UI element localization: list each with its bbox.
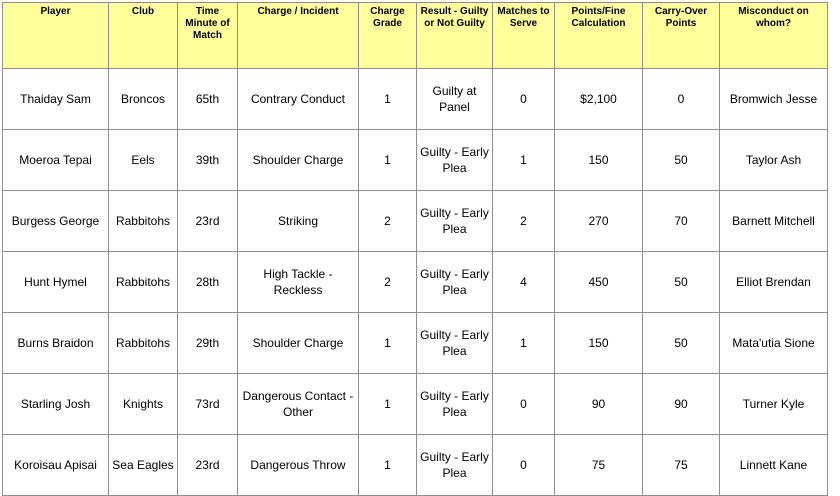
header-grade: Charge Grade — [359, 3, 417, 69]
cell-carry: 0 — [643, 69, 720, 130]
cell-carry: 70 — [643, 191, 720, 252]
cell-misconduct: Bromwich Jesse — [720, 69, 828, 130]
header-time: Time Minute of Match — [178, 3, 238, 69]
cell-matches: 0 — [493, 374, 555, 435]
cell-result: Guilty - Early Plea — [417, 191, 493, 252]
judiciary-results-table — [2, 2, 828, 496]
cell-carry: 75 — [643, 435, 720, 496]
cell-matches: 0 — [493, 69, 555, 130]
cell-points: 150 — [555, 130, 643, 191]
cell-charge: Striking — [238, 191, 359, 252]
cell-result: Guilty - Early Plea — [417, 252, 493, 313]
cell-time: 39th — [178, 130, 238, 191]
cell-grade: 2 — [359, 252, 417, 313]
cell-time: 65th — [178, 69, 238, 130]
cell-grade: 2 — [359, 191, 417, 252]
header-result: Result - Guilty or Not Guilty — [417, 3, 493, 69]
header-player: Player — [3, 3, 109, 69]
cell-club: Rabbitohs — [109, 252, 178, 313]
cell-player: Starling Josh — [3, 374, 109, 435]
cell-matches: 1 — [493, 313, 555, 374]
cell-grade: 1 — [359, 374, 417, 435]
cell-matches: 4 — [493, 252, 555, 313]
table-row — [3, 130, 828, 191]
cell-player: Moeroa Tepai — [3, 130, 109, 191]
table-row — [3, 69, 828, 130]
cell-charge: Dangerous Throw — [238, 435, 359, 496]
header-points: Points/Fine Calculation — [555, 3, 643, 69]
cell-time: 73rd — [178, 374, 238, 435]
cell-club: Broncos — [109, 69, 178, 130]
cell-misconduct: Mata'utia Sione — [720, 313, 828, 374]
cell-charge: Contrary Conduct — [238, 69, 359, 130]
cell-result: Guilty - Early Plea — [417, 130, 493, 191]
cell-carry: 50 — [643, 252, 720, 313]
cell-grade: 1 — [359, 435, 417, 496]
cell-time: 28th — [178, 252, 238, 313]
cell-carry: 50 — [643, 130, 720, 191]
table-row — [3, 435, 828, 496]
cell-misconduct: Taylor Ash — [720, 130, 828, 191]
table-row — [3, 313, 828, 374]
cell-player: Burns Braidon — [3, 313, 109, 374]
cell-points: 90 — [555, 374, 643, 435]
cell-points: 75 — [555, 435, 643, 496]
cell-grade: 1 — [359, 130, 417, 191]
cell-charge: Dangerous Contact - Other — [238, 374, 359, 435]
cell-charge: Shoulder Charge — [238, 313, 359, 374]
cell-player: Burgess George — [3, 191, 109, 252]
cell-club: Eels — [109, 130, 178, 191]
cell-player: Hunt Hymel — [3, 252, 109, 313]
table-row — [3, 374, 828, 435]
cell-player: Thaiday Sam — [3, 69, 109, 130]
cell-points: $2,100 — [555, 69, 643, 130]
cell-points: 270 — [555, 191, 643, 252]
cell-result: Guilty - Early Plea — [417, 374, 493, 435]
cell-matches: 2 — [493, 191, 555, 252]
table-row — [3, 191, 828, 252]
cell-player: Koroisau Apisai — [3, 435, 109, 496]
cell-misconduct: Elliot Brendan — [720, 252, 828, 313]
cell-grade: 1 — [359, 313, 417, 374]
header-misconduct: Misconduct on whom? — [720, 3, 828, 69]
cell-misconduct: Turner Kyle — [720, 374, 828, 435]
cell-matches: 1 — [493, 130, 555, 191]
cell-charge: High Tackle - Reckless — [238, 252, 359, 313]
cell-club: Rabbitohs — [109, 313, 178, 374]
cell-charge: Shoulder Charge — [238, 130, 359, 191]
header-carry: Carry-Over Points — [643, 3, 720, 69]
cell-misconduct: Barnett Mitchell — [720, 191, 828, 252]
table-row — [3, 252, 828, 313]
cell-points: 450 — [555, 252, 643, 313]
cell-matches: 0 — [493, 435, 555, 496]
header-charge: Charge / Incident — [238, 3, 359, 69]
cell-time: 29th — [178, 313, 238, 374]
header-matches: Matches to Serve — [493, 3, 555, 69]
cell-club: Knights — [109, 374, 178, 435]
cell-result: Guilty - Early Plea — [417, 435, 493, 496]
cell-time: 23rd — [178, 435, 238, 496]
cell-club: Rabbitohs — [109, 191, 178, 252]
cell-time: 23rd — [178, 191, 238, 252]
cell-points: 150 — [555, 313, 643, 374]
cell-grade: 1 — [359, 69, 417, 130]
cell-result: Guilty - Early Plea — [417, 313, 493, 374]
header-row — [3, 3, 828, 69]
cell-misconduct: Linnett Kane — [720, 435, 828, 496]
cell-carry: 90 — [643, 374, 720, 435]
header-club: Club — [109, 3, 178, 69]
cell-result: Guilty at Panel — [417, 69, 493, 130]
cell-club: Sea Eagles — [109, 435, 178, 496]
cell-carry: 50 — [643, 313, 720, 374]
